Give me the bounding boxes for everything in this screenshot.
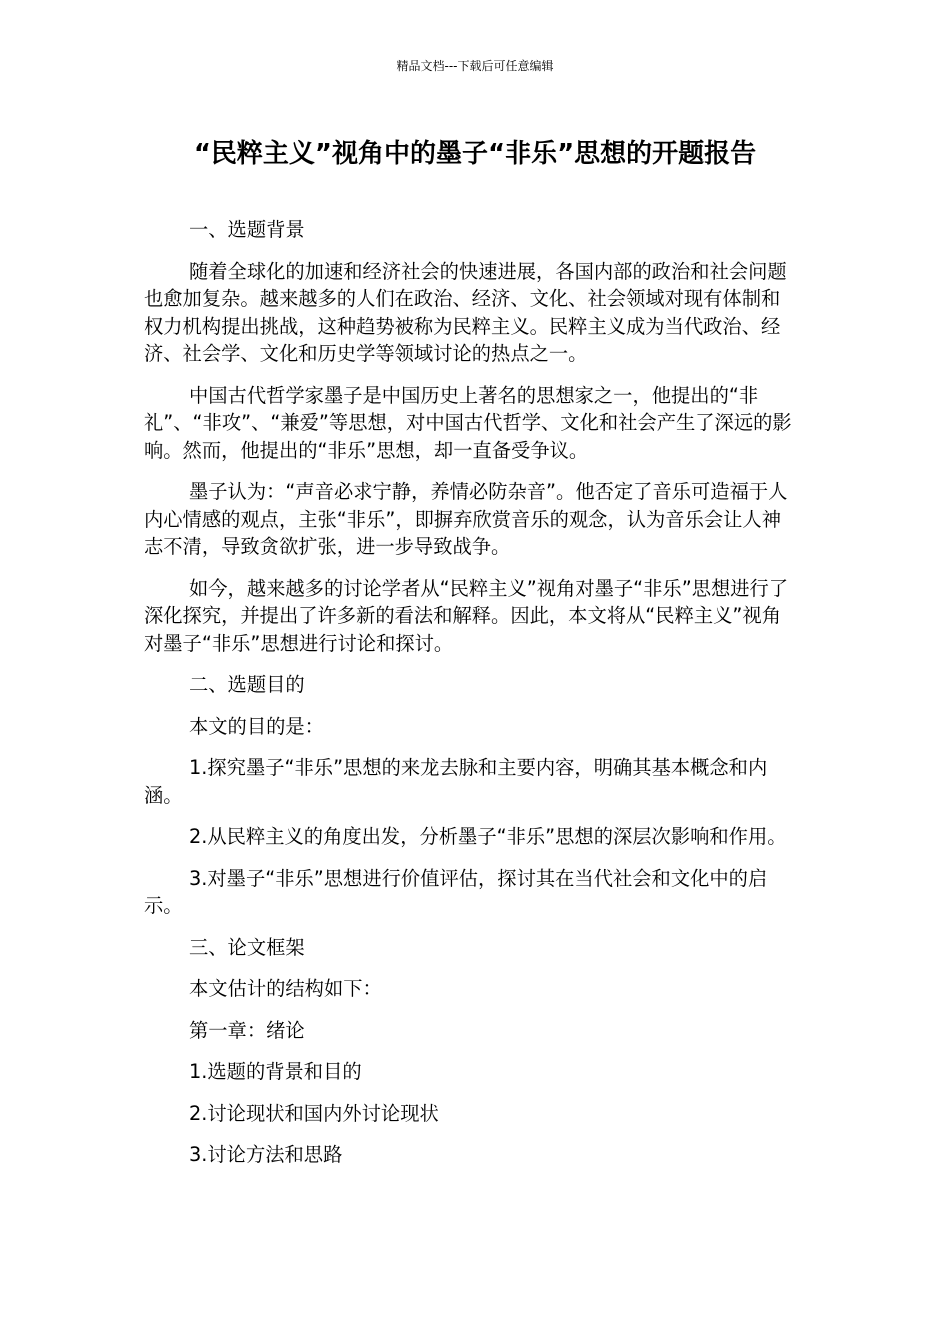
paragraph: 墨子认为：“声音必求宁静，养情必防杂音”。他否定了音乐可造福于人内心情感的观点，主张“非乐”，即摒弃欣赏音乐的观念，认为音乐会让人神志不清，导致贪欲扩张，进一步导致战争。 <box>144 480 788 558</box>
document-title: “民粹主义”视角中的墨子“非乐”思想的开题报告 <box>193 139 757 169</box>
list-item: 2.从民粹主义的角度出发，分析墨子“非乐”思想的深层次影响和作用。 <box>189 825 787 848</box>
paragraph: 本文的目的是： <box>189 714 324 738</box>
list-item: 2.讨论现状和国内外讨论现状 <box>189 1101 439 1125</box>
paragraph: 本文估计的结构如下： <box>189 977 382 1000</box>
list-item: 1.探究墨子“非乐”思想的来龙去脉和主要内容，明确其基本概念和内涵。 <box>144 756 768 807</box>
section-heading-purpose: 二、选题目的 <box>189 673 305 696</box>
section-heading-background: 一、选题背景 <box>189 218 305 241</box>
chapter-heading: 第一章：绪论 <box>189 1018 305 1042</box>
section-heading-framework: 三、论文框架 <box>189 935 305 959</box>
paragraph: 中国古代哲学家墨子是中国历史上著名的思想家之一，他提出的“非礼”、“非攻”、“兼爱”等思想，对中国古代哲学、文化和社会产生了深远的影响。然而，他提出的“非乐”思想，却一直备受争议。 <box>144 383 792 462</box>
paragraph: 随着全球化的加速和经济社会的快速进展，各国内部的政治和社会问题也愈加复杂。越来越多的人们在政治、经济、文化、社会领域对现有体制和权力机构提出挑战，这种趋势被称为民粹主义。民粹主义成为当代政治、经济、社会学、文化和历史学等领域讨论的热点之一。 <box>144 259 787 365</box>
page-header: 精品文档---下载后可任意编辑 <box>396 59 554 73</box>
paragraph: 如今，越来越多的讨论学者从“民粹主义”视角对墨子“非乐”思想进行了深化探究，并提出了许多新的看法和解释。因此，本文将从“民粹主义”视角对墨子“非乐”思想进行讨论和探讨。 <box>144 576 789 655</box>
list-item: 3.讨论方法和思路 <box>189 1143 343 1166</box>
list-item: 1.选题的背景和目的 <box>189 1060 362 1083</box>
document-body <box>144 216 794 1183</box>
list-item: 3.对墨子“非乐”思想进行价值评估，探讨其在当代社会和文化中的启示。 <box>144 866 768 917</box>
